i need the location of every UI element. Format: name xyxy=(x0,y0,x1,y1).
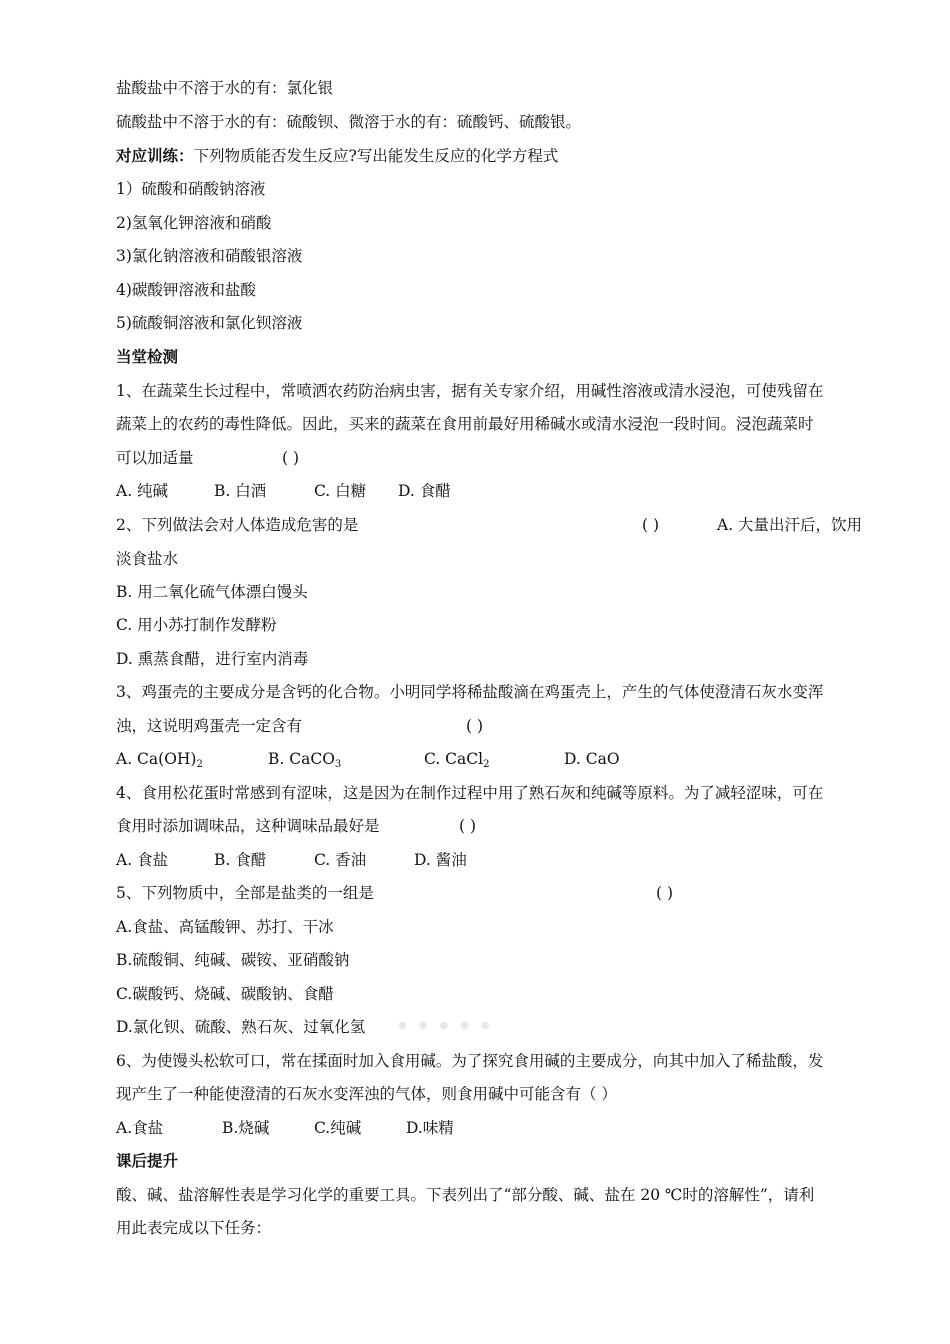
q1-option-b: B. 白酒 xyxy=(214,482,267,500)
q4-option-c: C. 香油 xyxy=(314,851,367,869)
test-heading: 当堂检测 xyxy=(116,348,179,366)
q6-option-c: C.纯碱 xyxy=(314,1119,362,1137)
q2-option-d: D. 熏蒸食醋，进行室内消毒 xyxy=(116,650,309,668)
q5-answer-paren: ( ) xyxy=(656,884,674,902)
q3-option-b-text: B. CaCO xyxy=(268,750,335,768)
drill-item-5: 5)硫酸铜溶液和氯化钡溶液 xyxy=(116,314,303,332)
q1-option-c: C. 白糖 xyxy=(314,482,367,500)
q3-option-d: D. CaO xyxy=(564,750,620,768)
q6-option-a: A.食盐 xyxy=(116,1119,164,1137)
drill-item-4: 4)碳酸钾溶液和盐酸 xyxy=(116,281,256,299)
q5-option-c: C.碳酸钙、烧碱、碳酸钠、食醋 xyxy=(116,985,334,1003)
q3-answer-paren: ( ) xyxy=(466,717,484,735)
q6-line-1: 6、为使馒头松软可口，常在揉面时加入食用碱。为了探究食用碱的主要成分，向其中加入了稀盐酸，发 xyxy=(116,1052,824,1070)
after-heading: 课后提升 xyxy=(116,1152,179,1170)
q3-line-1: 3、鸡蛋壳的主要成分是含钙的化合物。小明同学将稀盐酸滴在鸡蛋壳上，产生的气体使澄清石灰水变浑 xyxy=(116,683,824,701)
q5-option-a: A.食盐、高锰酸钾、苏打、干冰 xyxy=(116,918,334,936)
q6-line-2: 现产生了一种能使澄清的石灰水变浑浊的气体，则食用碱中可能含有（ ） xyxy=(116,1085,617,1103)
q2-option-a-part1: A. 大量出汗后，饮用 xyxy=(717,516,863,534)
intro-line-2: 硫酸盐中不溶于水的有：硫酸钡、微溶于水的有：硫酸钙、硫酸银。 xyxy=(116,113,582,131)
q3-option-c-text: C. CaCl xyxy=(424,750,484,768)
q1-answer-paren: ( ) xyxy=(282,449,300,467)
q1-line-1: 1、在蔬菜生长过程中，常喷洒农药防治病虫害，据有关专家介绍，用碱性溶液或清水浸泡，可使残留在 xyxy=(116,382,824,400)
q3-option-a xyxy=(116,749,203,775)
q1-option-a: A. 纯碱 xyxy=(116,482,169,500)
q3-option-c-subscript: 2 xyxy=(483,759,490,770)
drill-item-1: 1）硫酸和硝酸钠溶液 xyxy=(116,180,266,198)
q3-line-2: 浊，这说明鸡蛋壳一定含有 xyxy=(116,717,303,735)
drill-prompt: 下列物质能否发生反应?写出能发生反应的化学方程式 xyxy=(193,147,559,165)
q4-option-a: A. 食盐 xyxy=(116,851,169,869)
drill-line xyxy=(116,146,558,166)
q3-option-b xyxy=(268,749,341,775)
q2-option-a-part2: 淡食盐水 xyxy=(116,550,179,568)
q1-line-2: 蔬菜上的农药的毒性降低。因此，买来的蔬菜在食用前最好用稀碱水或清水浸泡一段时间。浸泡蔬菜时 xyxy=(116,415,814,433)
q4-answer-paren: ( ) xyxy=(459,817,477,835)
drill-item-2: 2)氢氧化钾溶液和硝酸 xyxy=(116,214,272,232)
q4-option-b: B. 食醋 xyxy=(214,851,267,869)
q5-option-d: D.氯化钡、硫酸、熟石灰、过氧化氢 xyxy=(116,1018,366,1036)
faint-dots-decoration: ●●●●● xyxy=(398,1020,502,1031)
drill-heading: 对应训练： xyxy=(116,147,194,165)
after-line-1: 酸、碱、盐溶解性表是学习化学的重要工具。下表列出了“部分酸、碱、盐在 20 ℃时的溶解性”，请利 xyxy=(116,1186,815,1204)
q6-option-b: B.烧碱 xyxy=(222,1119,270,1137)
q4-line-1: 4、食用松花蛋时常感到有涩味，这是因为在制作过程中用了熟石灰和纯碱等原料。为了减轻涩味，可在 xyxy=(116,784,824,802)
q4-option-d: D. 酱油 xyxy=(414,851,467,869)
q5-option-b: B.硫酸铜、纯碱、碳铵、亚硝酸钠 xyxy=(116,951,350,969)
q4-line-2: 食用时添加调味品，这种调味品最好是 xyxy=(116,817,380,835)
q1-line-3: 可以加适量 xyxy=(116,449,194,467)
q3-option-b-subscript: 3 xyxy=(334,759,342,770)
q3-option-c xyxy=(424,749,489,775)
q2-answer-paren: ( ) xyxy=(642,516,660,534)
after-line-2: 用此表完成以下任务： xyxy=(116,1219,272,1237)
q6-option-d: D.味精 xyxy=(406,1119,454,1137)
q2-option-c: C. 用小苏打制作发酵粉 xyxy=(116,616,277,634)
q3-option-a-text: A. Ca(OH) xyxy=(116,750,197,768)
intro-line-1: 盐酸盐中不溶于水的有：氯化银 xyxy=(116,79,334,97)
q1-option-d: D. 食醋 xyxy=(398,482,451,500)
q2-option-b: B. 用二氧化硫气体漂白馒头 xyxy=(116,583,308,601)
q2-stem: 2、下列做法会对人体造成危害的是 xyxy=(116,516,359,534)
drill-item-3: 3)氯化钠溶液和硝酸银溶液 xyxy=(116,247,303,265)
q3-option-a-subscript: 2 xyxy=(196,759,203,770)
q5-stem: 5、下列物质中，全部是盐类的一组是 xyxy=(116,884,374,902)
